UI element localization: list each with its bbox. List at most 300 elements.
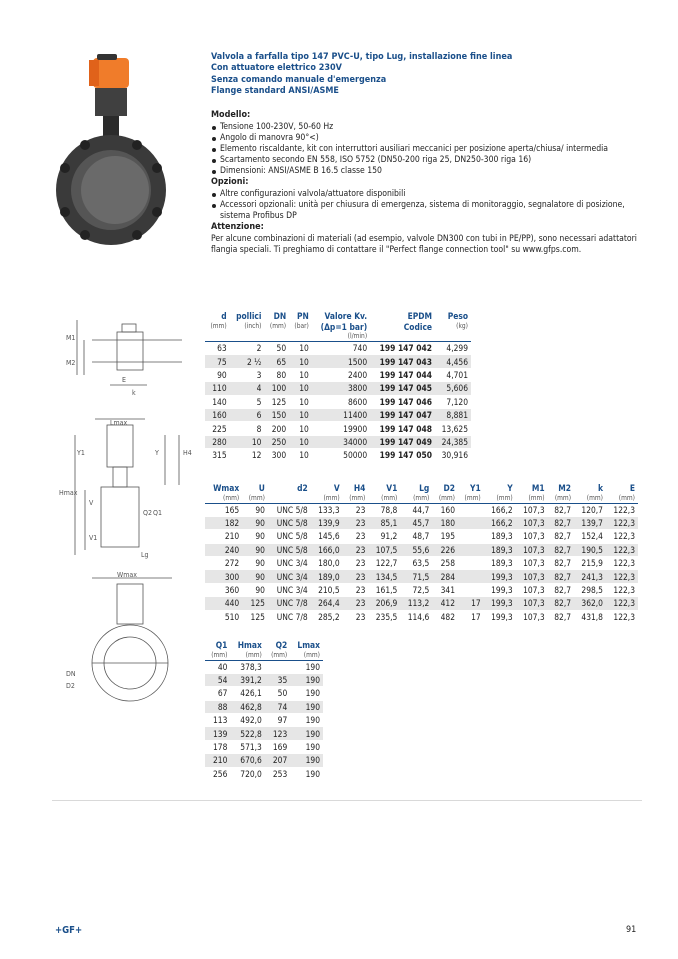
col-header: V1	[386, 483, 398, 493]
table-cell: 134,5	[368, 570, 400, 583]
table-row	[205, 530, 638, 543]
table-cell	[265, 660, 290, 673]
table-cell	[458, 570, 484, 583]
table-cell: 190	[305, 742, 320, 753]
table-row	[205, 355, 471, 368]
table-row	[205, 557, 638, 570]
table-cell: 4,701	[446, 369, 468, 380]
col-unit: (mm)	[210, 322, 227, 331]
table-cell: 2	[256, 343, 262, 354]
table-cell: 122,3	[613, 558, 635, 569]
table-cell: 23	[355, 531, 366, 542]
opzioni-heading: Opzioni:	[211, 177, 249, 187]
table-cell: 23	[343, 516, 369, 529]
table-cell: 10	[299, 396, 309, 407]
table-cell: 8	[256, 423, 262, 434]
product-photo	[45, 50, 205, 250]
attenzione-heading: Attenzione:	[211, 222, 264, 232]
table-cell: 180	[432, 516, 458, 529]
table-cell: 17	[458, 597, 484, 610]
opzioni-list	[211, 189, 651, 222]
col-header: H4	[353, 483, 366, 493]
table-cell: 7,120	[446, 396, 468, 407]
table-cell: 82,7	[554, 504, 572, 515]
table-cell: 10	[299, 369, 309, 380]
table-row	[205, 727, 323, 740]
table-cell: 200	[271, 423, 287, 434]
table-cell: 107,3	[516, 597, 548, 610]
table-cell: UNC 5/8	[268, 543, 311, 556]
label-lmax: Lmax	[110, 419, 128, 427]
col-unit: (mm)	[223, 493, 240, 502]
table-cell: 122,3	[606, 570, 638, 583]
table-row	[205, 673, 323, 686]
modello-list	[211, 122, 651, 177]
table-cell: 199 147 042	[379, 343, 433, 354]
col-header: Q1	[215, 640, 228, 650]
table-cell: 48,7	[412, 531, 430, 542]
table-cell: 10	[299, 423, 309, 434]
table-cell: 19900	[343, 423, 368, 434]
table-cell: 113	[213, 715, 228, 726]
col-unit: (mm)	[464, 493, 481, 502]
table-cell: 4,299	[446, 343, 468, 354]
table-cell: 341	[440, 585, 456, 596]
table-cell: 107,3	[516, 516, 548, 529]
table-cell: 3800	[312, 382, 370, 395]
table-cell: 10	[289, 435, 312, 448]
col-unit	[268, 494, 311, 504]
dimensions-table	[205, 483, 638, 624]
table-row	[205, 740, 323, 753]
table-cell: 63,5	[412, 558, 430, 569]
table-cell: 412	[432, 597, 458, 610]
table-cell: 114,6	[407, 611, 430, 622]
table-cell: 207	[265, 754, 290, 767]
table-cell: 235,5	[375, 611, 398, 622]
table-cell: 152,4	[581, 531, 603, 542]
table-cell: 190	[305, 688, 320, 699]
table-cell: 300	[271, 450, 287, 461]
table-cell: 250	[264, 435, 289, 448]
table-cell: 360	[224, 585, 240, 596]
table-cell: 50	[277, 688, 288, 699]
col-header: Y	[507, 483, 513, 493]
table-cell: 23	[355, 585, 366, 596]
table-cell: 107,3	[516, 570, 548, 583]
table-cell	[458, 557, 484, 570]
col-header: Lmax	[297, 640, 320, 650]
table-cell: 30,916	[441, 450, 468, 461]
table-cell: 34000	[312, 435, 370, 448]
table-cell: 166,2	[484, 516, 516, 529]
table-cell: 6	[230, 408, 265, 421]
technical-drawing-top	[62, 568, 202, 708]
attenzione-text: Per alcune combinazioni di materiali (ad esempio, valvole DN300 con tubi in PE/PP), sono necessari adattatori flangia speciali. Ti preghiamo di contattare il "Perfect flange connection tool" su www.gfps.com.	[211, 234, 637, 255]
table-cell: UNC 3/4	[276, 558, 308, 569]
label-y1: Y1	[77, 449, 85, 457]
table-cell: 195	[440, 531, 456, 542]
table-cell: 23	[343, 570, 369, 583]
col-unit: (mm)	[496, 493, 513, 502]
table-cell: 120,7	[581, 504, 603, 515]
table-cell: 8,881	[435, 408, 471, 421]
table-cell: 190	[290, 754, 323, 767]
table-cell: UNC 5/8	[276, 531, 308, 542]
table-cell: 63	[217, 343, 227, 354]
table-cell: 431,8	[581, 611, 603, 622]
table-cell: 1500	[312, 355, 370, 368]
label-lg: Lg	[141, 551, 149, 559]
label-q2: Q2	[143, 509, 152, 517]
table-cell: 72,5	[412, 585, 430, 596]
table-cell: 122,3	[606, 597, 638, 610]
table-cell: 571,3	[240, 742, 262, 753]
table-row	[205, 342, 471, 355]
table-cell: 35	[265, 673, 290, 686]
table-cell: 122,3	[606, 543, 638, 556]
table-cell: 199,3	[484, 570, 516, 583]
table-cell: 285,2	[318, 611, 340, 622]
table-cell: 88	[205, 700, 230, 713]
dimensions-table-2	[205, 640, 323, 781]
table-cell: 13,625	[441, 423, 468, 434]
table-cell: 161,5	[375, 585, 398, 596]
title-line: Valvola a farfalla tipo 147 PVC-U, tipo Lug, installazione fine linea	[211, 52, 513, 62]
table-cell: 122,7	[375, 558, 398, 569]
table-row	[205, 408, 471, 421]
table-cell: 190	[290, 727, 323, 740]
col-unit: (l/min)	[347, 332, 368, 340]
table-cell: UNC 7/8	[268, 597, 311, 610]
table-cell: 169	[272, 742, 288, 753]
table-cell: 110	[205, 382, 230, 395]
table-cell: 82,7	[548, 597, 574, 610]
table-cell: 40	[217, 661, 228, 672]
table-cell: 182	[205, 516, 242, 529]
table-cell: 522,8	[230, 727, 264, 740]
table-row	[205, 368, 471, 381]
label-v1: V1	[89, 534, 98, 542]
table-cell: 160	[205, 408, 230, 421]
col-header: Codice	[403, 321, 433, 332]
table-cell: 82,7	[548, 570, 574, 583]
table-cell: 107,3	[523, 504, 545, 515]
col-header: Y1	[470, 483, 481, 493]
table-cell	[458, 583, 484, 596]
col-unit: (mm)	[586, 493, 603, 502]
table-cell: 264,4	[311, 597, 343, 610]
list-item: Elemento riscaldante, kit con interruttori ausiliari meccanici per posizione aperta/chiusa/ intermedia	[211, 144, 651, 155]
table-cell: 139,7	[574, 516, 606, 529]
table-cell: 378,3	[240, 661, 262, 672]
table-cell: 482	[440, 611, 456, 622]
table-cell: 85,1	[368, 516, 400, 529]
table-row	[205, 687, 323, 700]
title-line: Senza comando manuale d'emergenza	[211, 74, 387, 85]
table-cell: 82,7	[554, 611, 572, 622]
table-cell: 107,3	[523, 531, 545, 542]
table-cell: 78,8	[380, 504, 398, 515]
table-cell: 139	[205, 727, 230, 740]
table-cell: 23	[343, 597, 369, 610]
table-cell: 5,606	[435, 382, 471, 395]
table-cell: 150	[264, 408, 289, 421]
list-item: Scartamento secondo EN 558, ISO 5752 (DN50-200 riga 25, DN250-300 riga 16)	[211, 155, 651, 166]
col-header: Wmax	[213, 483, 240, 493]
table-cell: 10	[289, 382, 312, 395]
table-cell: 180,0	[318, 558, 340, 569]
table-row	[205, 714, 323, 727]
table-cell	[458, 516, 484, 529]
col-header: V	[333, 483, 340, 493]
label-y: Y	[155, 449, 159, 457]
technical-drawing-front	[55, 415, 205, 565]
title-line: Flange standard ANSI/ASME	[211, 86, 339, 97]
list-item: Angolo di manovra 90°<)	[211, 133, 651, 144]
table-cell: 240	[205, 543, 242, 556]
table-cell: 670,6	[230, 754, 264, 767]
table-cell: 190	[305, 661, 320, 672]
table-cell: 90	[242, 570, 268, 583]
table-cell	[458, 543, 484, 556]
table-cell: 100	[264, 382, 289, 395]
table-cell: 113,2	[400, 597, 432, 610]
table-cell: 90	[217, 369, 227, 380]
col-unit: (mm)	[211, 650, 228, 659]
table-cell: 90	[242, 516, 268, 529]
table-cell: 23	[343, 543, 369, 556]
col-unit: (mm)	[271, 650, 288, 659]
table-cell: 45,7	[400, 516, 432, 529]
table-cell: 140	[212, 396, 227, 407]
table-cell: 4,456	[435, 355, 471, 368]
table-cell: 50	[276, 343, 287, 354]
table-row	[205, 422, 471, 435]
specifications	[211, 110, 651, 256]
col-unit: (bar)	[294, 322, 309, 331]
col-header: EPDM	[407, 311, 433, 321]
table-cell: 492,0	[240, 715, 262, 726]
table-cell: 67	[217, 688, 228, 699]
table-cell	[458, 503, 484, 516]
table-row	[205, 449, 471, 462]
col-header: k	[597, 483, 603, 493]
label-d2: D2	[66, 682, 75, 690]
table-cell: 189,3	[484, 543, 516, 556]
table-cell: 4	[230, 382, 265, 395]
label-hmax: Hmax	[59, 489, 78, 497]
table-cell: 90	[255, 504, 265, 515]
col-unit: (mm)	[303, 650, 320, 659]
table-cell: 190	[290, 673, 323, 686]
table-cell: 82,7	[548, 516, 574, 529]
table-cell: 23	[355, 611, 366, 622]
table-cell: 122,3	[606, 516, 638, 529]
table-cell: 189,3	[491, 531, 513, 542]
table-cell: 23	[355, 504, 366, 515]
modello-heading: Modello:	[211, 110, 251, 120]
table-cell: 190	[290, 700, 323, 713]
table-cell: 199 147 046	[379, 396, 433, 407]
table-row	[205, 543, 638, 556]
table-cell: 10	[299, 343, 309, 354]
table-cell: 391,2	[230, 673, 264, 686]
col-header: d	[221, 311, 227, 321]
table-cell: 284	[432, 570, 458, 583]
table-cell: 90	[255, 531, 265, 542]
table-cell: 71,5	[400, 570, 432, 583]
table-cell: 90	[255, 585, 265, 596]
table-cell: UNC 3/4	[268, 570, 311, 583]
table-cell: 190	[305, 768, 320, 779]
table-cell: 210	[205, 754, 230, 767]
title-line: Con attuatore elettrico 230V	[211, 63, 342, 74]
col-header: Hmax	[237, 640, 262, 650]
table-cell: 44,7	[412, 504, 430, 515]
table-row	[205, 570, 638, 583]
table-cell: 226	[432, 543, 458, 556]
table-cell: 426,1	[240, 688, 262, 699]
list-item: Tensione 100-230V, 50-60 Hz	[211, 122, 651, 133]
table-cell: 256	[213, 768, 228, 779]
page-number: 91	[626, 925, 637, 935]
col-header: PN	[297, 311, 309, 321]
col-header: DN	[273, 311, 287, 321]
table-cell: 462,8	[230, 700, 264, 713]
table-cell: 190	[305, 715, 320, 726]
table-cell: 145,6	[318, 531, 340, 542]
table-cell: 166,2	[491, 504, 513, 515]
table-row	[205, 516, 638, 529]
table-cell: 253	[272, 768, 288, 779]
table-cell: 160	[440, 504, 456, 515]
table-cell: 10	[289, 408, 312, 421]
table-cell: 199,3	[484, 597, 516, 610]
table-cell: 210,5	[318, 585, 340, 596]
list-item: Accessori opzionali: unità per chiusura di emergenza, sistema di monitoraggio, segnalatore di posizione, sistema Profibus DP	[211, 200, 651, 222]
col-unit: (inch)	[244, 322, 262, 331]
table-cell: 10	[289, 355, 312, 368]
table-cell: 90	[242, 543, 268, 556]
table-cell: 206,9	[368, 597, 400, 610]
table-cell: 91,2	[380, 531, 398, 542]
table-cell: 440	[205, 597, 242, 610]
table-cell: 23	[355, 558, 366, 569]
table-cell: 199 147 044	[379, 369, 433, 380]
table-cell: 510	[224, 611, 240, 622]
table-cell: 258	[440, 558, 456, 569]
col-unit: (kg)	[456, 322, 468, 331]
table-cell: 178	[213, 742, 228, 753]
table-cell: 11400	[312, 408, 370, 421]
table-cell: 82,7	[554, 531, 572, 542]
table-cell: 300	[205, 570, 242, 583]
label-q1: Q1	[153, 509, 162, 517]
table-cell: 199 147 050	[379, 450, 433, 461]
label-dn: DN	[66, 670, 76, 678]
table-cell: 125	[271, 396, 287, 407]
table-cell: 280	[205, 435, 230, 448]
table-cell: 125	[242, 597, 268, 610]
col-header: Valore Kv.	[324, 311, 368, 321]
table-row	[205, 767, 323, 780]
table-cell: 199 147 047	[370, 408, 435, 421]
codes-table	[205, 311, 471, 463]
col-unit: (mm)	[554, 493, 572, 502]
table-cell: 199 147 045	[370, 382, 435, 395]
footer-divider	[52, 800, 642, 801]
table-cell: 125	[250, 611, 265, 622]
table-cell: 12	[251, 450, 262, 461]
table-cell: 97	[277, 715, 288, 726]
table-row	[205, 435, 471, 448]
table-cell: 122,3	[613, 585, 635, 596]
table-cell: 50000	[343, 450, 368, 461]
table-cell: 2400	[347, 369, 368, 380]
col-unit: (mm)	[269, 322, 287, 331]
table-cell: 107,3	[516, 543, 548, 556]
table-cell: 80	[276, 369, 287, 380]
table-cell: 315	[212, 450, 227, 461]
table-cell: 199,3	[491, 585, 513, 596]
table-cell: 65	[264, 355, 289, 368]
table-cell: UNC 7/8	[276, 611, 308, 622]
table-cell: 82,7	[554, 558, 572, 569]
col-header: pollici	[236, 311, 262, 321]
table-cell: 10	[230, 435, 265, 448]
table-cell: UNC 5/8	[268, 516, 311, 529]
table-cell: 107,3	[523, 611, 545, 622]
table-cell: 107,3	[523, 558, 545, 569]
table-cell: 122,3	[613, 611, 635, 622]
table-row	[205, 583, 638, 596]
col-header: Peso	[447, 311, 468, 321]
table-cell: UNC 3/4	[276, 585, 308, 596]
table-cell: 17	[471, 611, 481, 622]
table-row	[205, 597, 638, 610]
label-v: V	[89, 499, 94, 507]
table-cell: 54	[205, 673, 230, 686]
table-cell: 74	[265, 700, 290, 713]
col-unit: (mm)	[381, 493, 398, 502]
table-cell: 199 147 048	[379, 423, 433, 434]
gf-logo: +GF+	[55, 925, 83, 936]
col-header: d2	[297, 483, 308, 493]
table-cell: 139,9	[311, 516, 343, 529]
table-cell: 55,6	[400, 543, 432, 556]
table-cell: 165	[224, 504, 240, 515]
table-cell: 298,5	[581, 585, 603, 596]
table-cell: 90	[255, 558, 265, 569]
table-cell: 199,3	[491, 611, 513, 622]
table-cell: 362,0	[574, 597, 606, 610]
col-header: Q2	[275, 640, 288, 650]
table-row	[205, 754, 323, 767]
table-row	[205, 700, 323, 713]
table-row	[205, 660, 323, 673]
table-cell: 720,0	[240, 768, 262, 779]
table-cell: 8600	[347, 396, 368, 407]
table-cell: 133,3	[318, 504, 340, 515]
table-cell: 272	[224, 558, 240, 569]
col-header: U	[258, 483, 265, 493]
technical-drawing-side	[62, 310, 202, 400]
table-cell: 190,5	[574, 543, 606, 556]
col-header: E	[629, 483, 635, 493]
table-cell: 82,7	[554, 585, 572, 596]
table-cell: 75	[205, 355, 230, 368]
